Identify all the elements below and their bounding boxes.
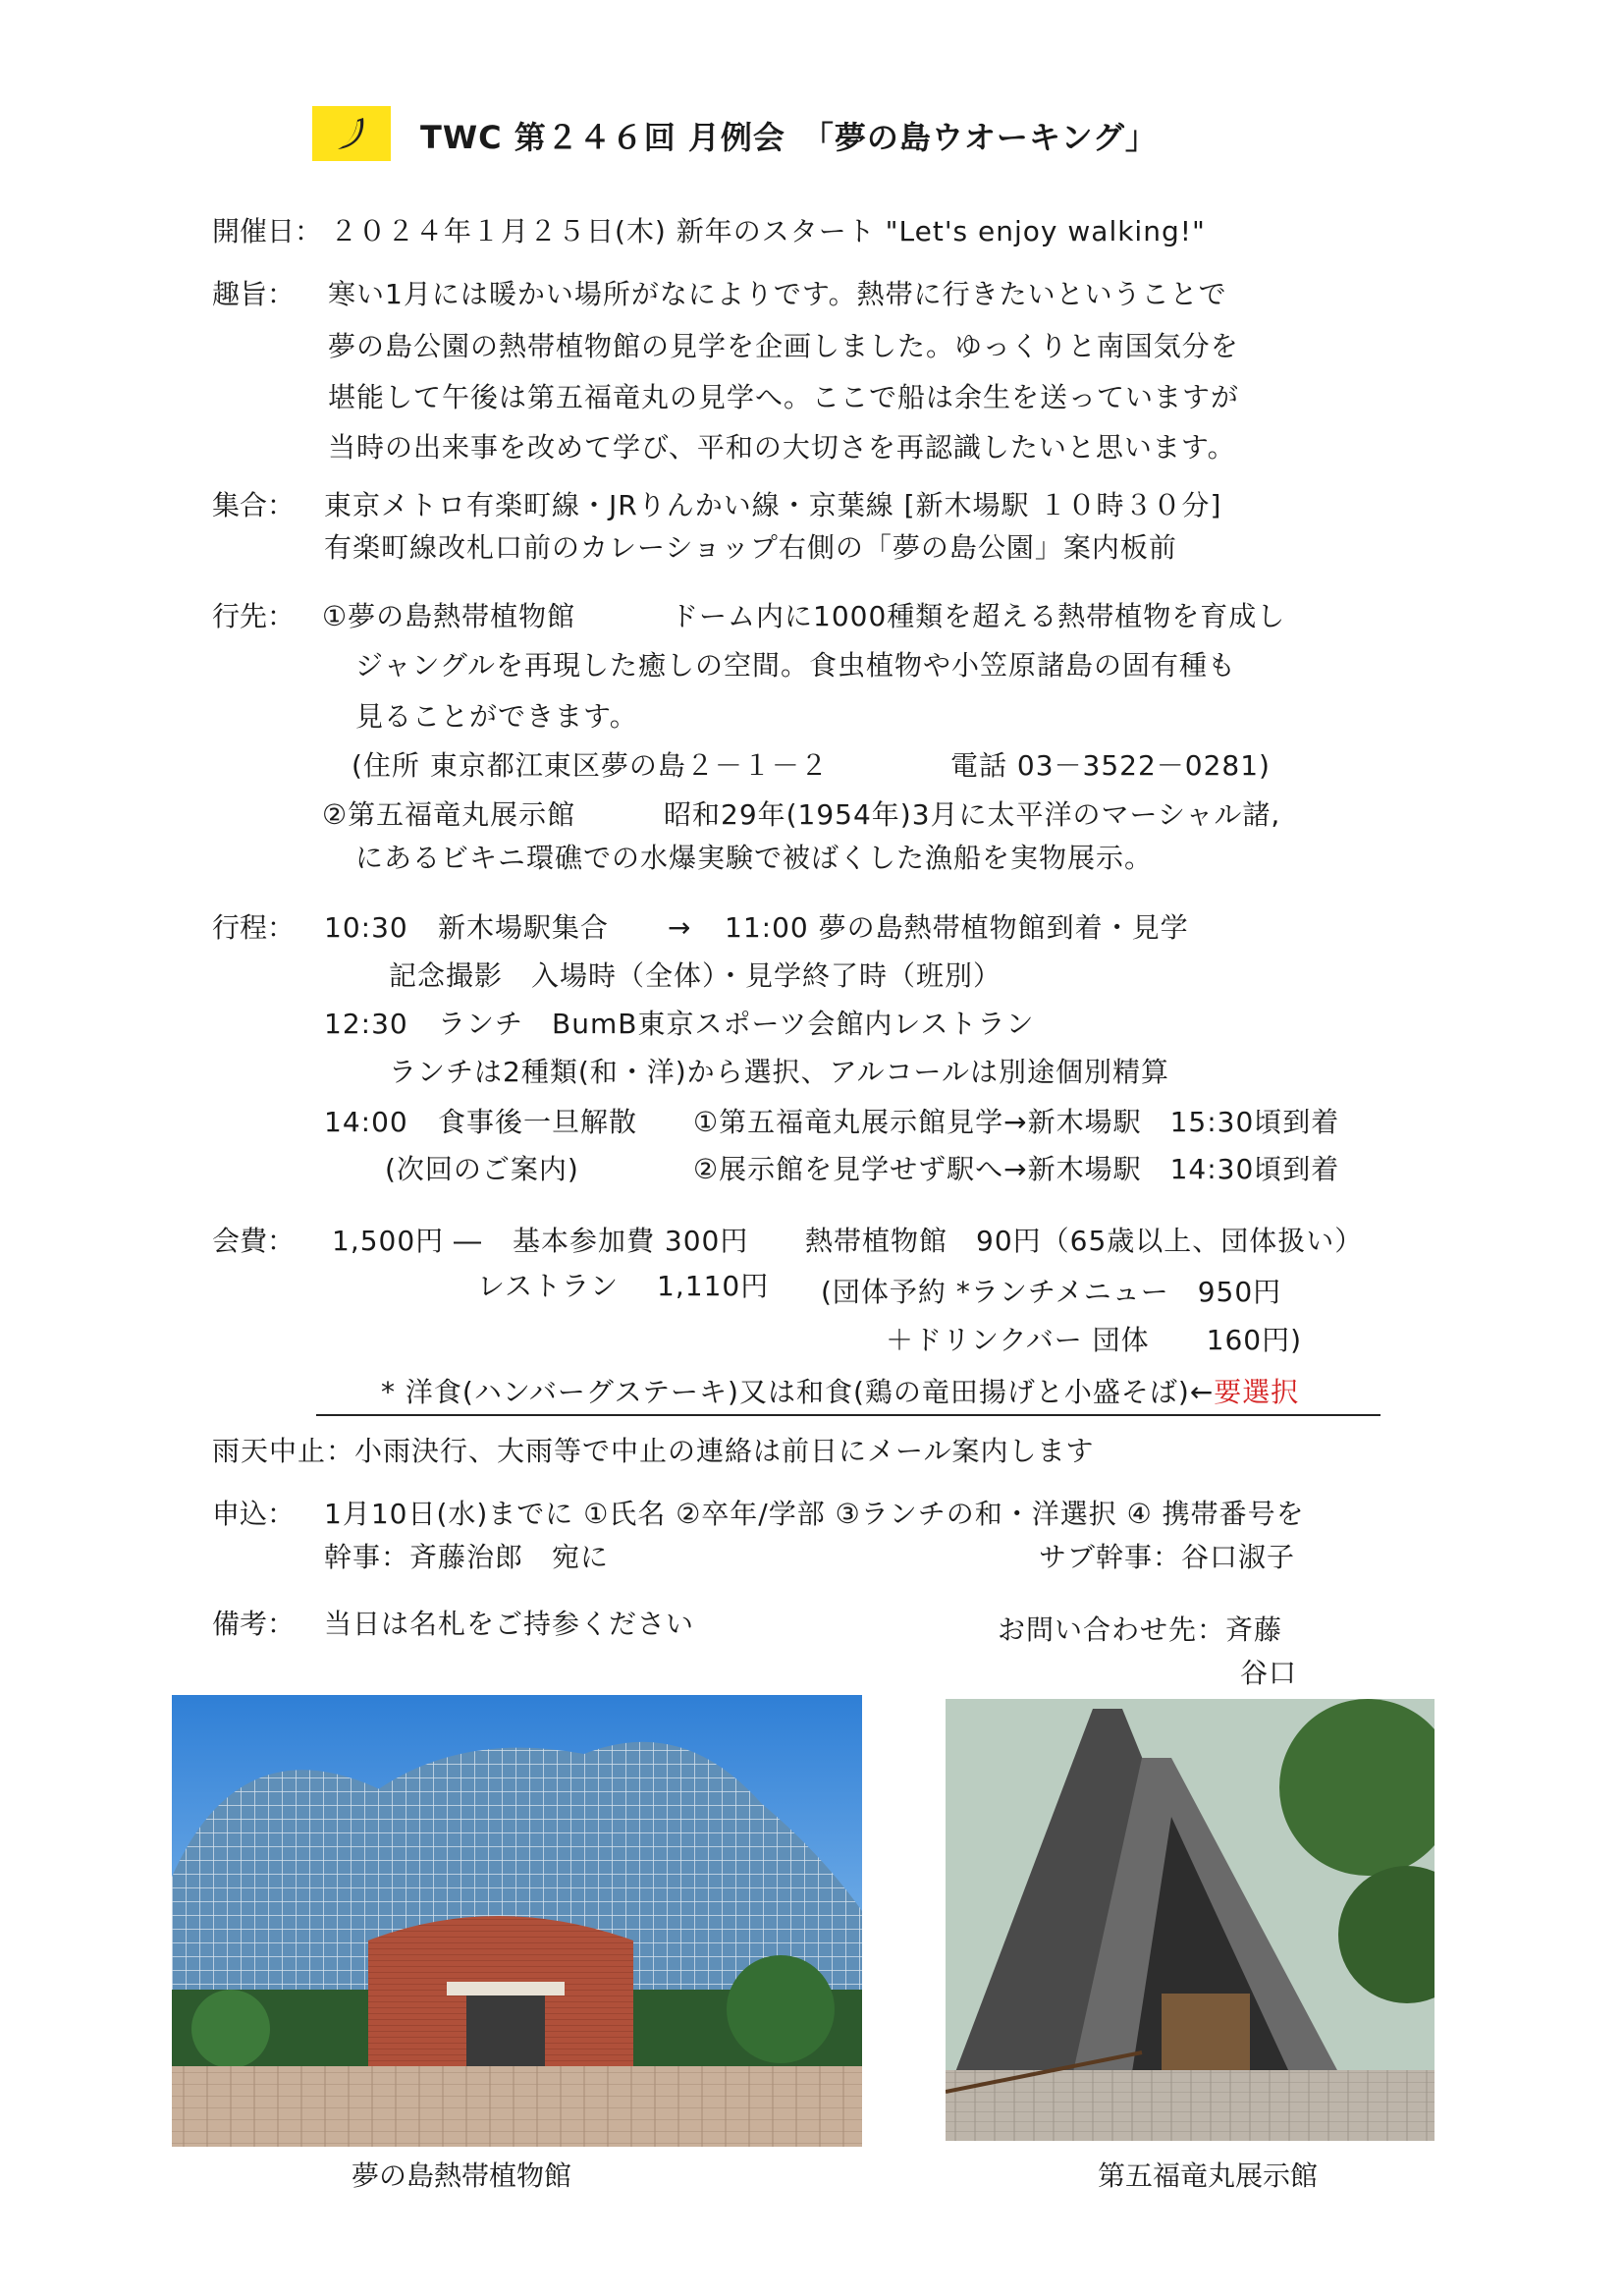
schedule-option: ②展示館を見学せず駅へ→新木場駅 14:30頃到着 (693, 1153, 1340, 1185)
exhibition-hall-image (946, 1699, 1435, 2141)
dest1-address: (住所 東京都江東区夢の島２－１－２ (352, 749, 829, 782)
schedule-event: 新木場駅集合 (438, 911, 610, 944)
photo-tropical-greenhouse (172, 1695, 862, 2147)
schedule-time: 14:00 (324, 1106, 408, 1138)
dest1-line: 見ることができます。 (355, 700, 638, 733)
purpose-line: 堪能して午後は第五福竜丸の見学へ。ここで船は余生を送っていますが (328, 381, 1240, 413)
contact-line: お問い合わせ先：斉藤 (998, 1613, 1283, 1646)
schedule-event: 食事後一旦解散 (438, 1106, 638, 1138)
fee-total: 1,500円 ― (332, 1225, 483, 1257)
fee-group-menu: (団体予約 *ランチメニュー 950円 (821, 1276, 1282, 1308)
header-icon-box (312, 106, 391, 161)
arrow-icon: → (668, 911, 692, 944)
dest1-name: ①夢の島熱帯植物館 (322, 600, 576, 632)
dest2-desc: 昭和29年(1954年)3月に太平洋のマーシャル諸, (664, 798, 1281, 831)
schedule-note: ランチは2種類(和・洋)から選択、アルコールは別途個別精算 (389, 1056, 1169, 1088)
sub-organizer: サブ幹事：谷口淑子 (1039, 1541, 1296, 1573)
purpose-label: 趣旨： (212, 278, 296, 310)
schedule-option: ①第五福竜丸展示館見学→新木場駅 15:30頃到着 (693, 1106, 1340, 1138)
photo-caption-right: 第五福竜丸展示館 (1098, 2159, 1319, 2192)
meeting-label: 集合： (212, 489, 296, 521)
fee-label: 会費： (212, 1225, 296, 1257)
apply-label: 申込： (212, 1498, 296, 1530)
dest2-name: ②第五福竜丸展示館 (322, 798, 576, 831)
fee-drink-bar: ＋ドリンクバー 団体 160円) (886, 1324, 1303, 1356)
rain-policy: 雨天中止：小雨決行、大雨等で中止の連絡は前日にメール案内します (212, 1435, 1095, 1467)
menu-note (381, 1375, 1299, 1410)
photo-lucky-dragon-hall (946, 1699, 1435, 2141)
meeting-line: 東京メトロ有楽町線・JRりんかい線・京葉線 [新木場駅 １０時３０分] (324, 489, 1222, 521)
schedule-note: (次回のご案内) (385, 1153, 579, 1185)
divider-line (316, 1414, 1380, 1416)
organizer: 幹事：斉藤治郎 宛に (324, 1541, 610, 1573)
greenhouse-image (172, 1695, 862, 2147)
schedule-note: 記念撮影 入場時（全体）・見学終了時（班別） (389, 959, 1002, 992)
contact-line: 谷口 (1240, 1657, 1298, 1689)
schedule-label: 行程： (212, 911, 296, 944)
purpose-line: 当時の出来事を改めて学び、平和の大切さを再認識したいと思います。 (328, 431, 1236, 464)
banana-moon-icon (312, 106, 391, 161)
apply-instructions: 1月10日(水)までに ①氏名 ②卒年/学部 ③ランチの和・洋選択 ④ 携帯番号を (324, 1498, 1305, 1530)
dest1-desc: ドーム内に1000種類を超える熱帯植物を育成し (671, 600, 1286, 632)
photo-caption-left: 夢の島熱帯植物館 (352, 2159, 572, 2192)
schedule-event: 11:00 夢の島熱帯植物館到着・見学 (725, 911, 1189, 944)
fee-garden: 熱帯植物館 90円（65歳以上、団体扱い） (805, 1225, 1364, 1257)
fee-restaurant: レストラン 1,110円 (477, 1270, 770, 1302)
date-text: ２０２４年１月２５日(木) 新年のスタート "Let's enjoy walking!" (330, 215, 1206, 247)
notes-label: 備考： (212, 1608, 296, 1640)
schedule-time: 12:30 (324, 1008, 408, 1040)
menu-note-text: * 洋食(ハンバーグステーキ)又は和食(鶏の竜田揚げと小盛そば)← (381, 1376, 1215, 1408)
purpose-line: 夢の島公園の熱帯植物館の見学を企画しました。ゆっくりと南国気分を (328, 330, 1239, 362)
dest2-line: にあるビキニ環礁での水爆実験で被ばくした漁船を実物展示。 (355, 842, 1154, 874)
purpose-line: 寒い1月には暖かい場所がなによりです。熱帯に行きたいということで (328, 278, 1227, 310)
date-label: 開催日： (212, 215, 323, 247)
schedule-time: 10:30 (324, 911, 408, 944)
fee-base: 基本参加費 300円 (513, 1225, 749, 1257)
menu-select-text: 要選択 (1214, 1376, 1300, 1408)
page-title: TWC 第２４６回 月例会 「夢の島ウオーキング」 (420, 119, 1158, 156)
dest1-phone: 電話 03－3522－0281) (950, 749, 1271, 782)
notes-text: 当日は名札をご持参ください (324, 1608, 695, 1640)
schedule-event: ランチ BumB東京スポーツ会館内レストラン (438, 1008, 1035, 1040)
destinations-label: 行先： (212, 600, 296, 632)
meeting-line: 有楽町線改札口前のカレーショップ右側の「夢の島公園」案内板前 (324, 531, 1177, 564)
dest1-line: ジャングルを再現した癒しの空間。食虫植物や小笠原諸島の固有種も (355, 649, 1237, 682)
